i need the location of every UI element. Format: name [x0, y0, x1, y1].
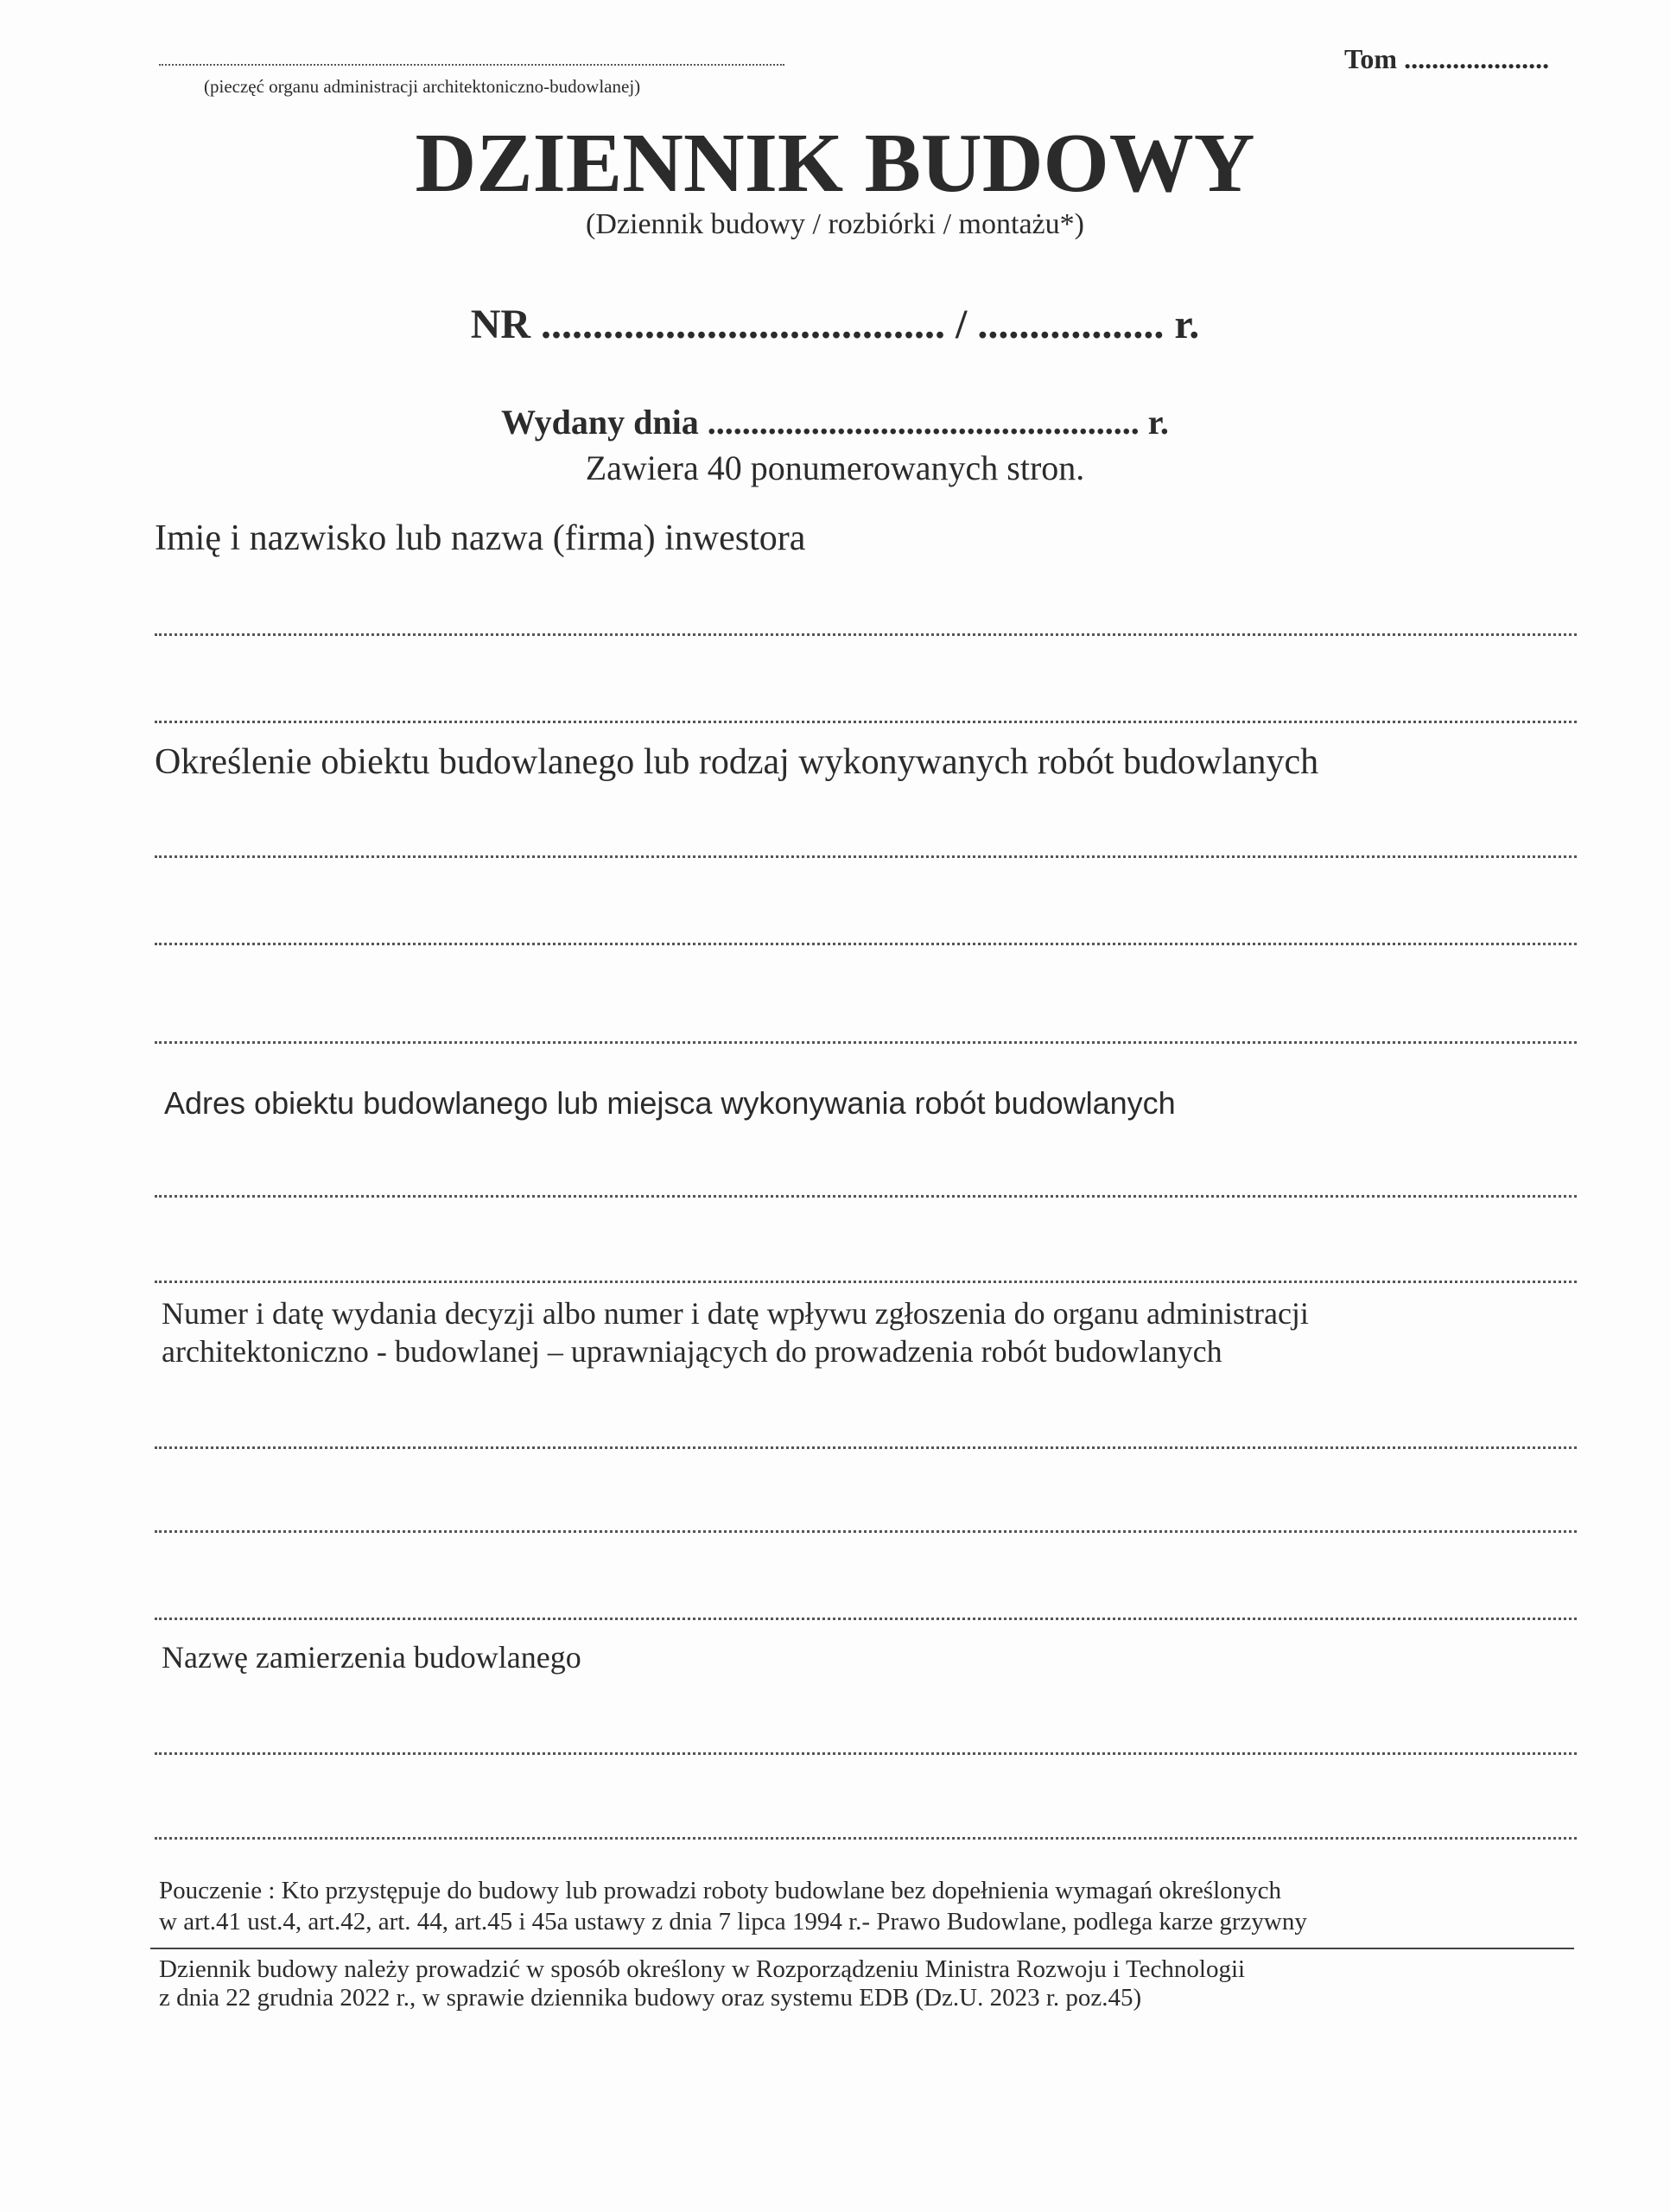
decision-line-2[interactable]: [155, 1530, 1577, 1533]
object-line-3[interactable]: [155, 1041, 1577, 1044]
issued-line: [0, 405, 1670, 440]
decision-line-1[interactable]: [155, 1446, 1577, 1449]
divider: [150, 1948, 1574, 1949]
tom-label: Tom .....................: [1344, 43, 1550, 74]
decision-label-2: architektoniczno - budowlanej – uprawniających do prowadzenia robót budowlanych: [162, 1334, 1222, 1369]
notice-line-1: Pouczenie : Kto przystępuje do budowy lub prowadzi roboty budowlane bez dopełnienia wymagań określonych: [159, 1877, 1282, 1904]
footer-line-2: z dnia 22 grudnia 2022 r., w sprawie dziennika budowy oraz systemu EDB (Dz.U. 2023 r. poz.45): [159, 1984, 1142, 2012]
stamp-caption: (pieczęć organu administracji architektoniczno-budowlanej): [204, 76, 641, 97]
page-title: DZIENNIK BUDOWY: [415, 117, 1255, 210]
notice-line-2: w art.41 ust.4, art.42, art. 44, art.45 i 45a ustawy z dnia 7 lipca 1994 r.- Prawo Budowlane, podlega karze grzywny: [159, 1908, 1307, 1936]
number-line: NR ....................................... / .................. r.: [470, 302, 1200, 347]
project-name-label: Nazwę zamierzenia budowlanego: [162, 1640, 581, 1675]
object-line-2[interactable]: [155, 943, 1577, 945]
project-name-line-2[interactable]: [155, 1837, 1577, 1840]
investor-label: Imię i nazwisko lub nazwa (firma) inwestora: [155, 518, 806, 558]
address-line-2[interactable]: [155, 1281, 1577, 1283]
decision-label-1: Numer i datę wydania decyzji albo numer i datę wpływu zgłoszenia do organu administracji: [162, 1296, 1309, 1331]
address-label: Adres obiektu budowlanego lub miejsca wykonywania robót budowlanych: [164, 1085, 1176, 1121]
address-line-1[interactable]: [155, 1195, 1577, 1198]
subtitle: (Dziennik budowy / rozbiórki / montażu*): [586, 208, 1084, 240]
stamp-line: [159, 64, 784, 66]
object-line-1[interactable]: [155, 855, 1577, 858]
footer-line-1: Dziennik budowy należy prowadzić w sposób określony w Rozporządzeniu Ministra Rozwoju i Technologii: [159, 1955, 1246, 1983]
pages-note: Zawiera 40 ponumerowanych stron.: [585, 448, 1085, 487]
issued-dots: .................................................. r.: [707, 403, 1169, 442]
project-name-line-1[interactable]: [155, 1752, 1577, 1755]
investor-line-1[interactable]: [155, 633, 1577, 636]
object-label: Określenie obiektu budowlanego lub rodzaj wykonywanych robót budowlanych: [155, 742, 1319, 782]
decision-line-3[interactable]: [155, 1618, 1577, 1620]
issued-label: Wydany dnia: [501, 403, 699, 442]
investor-line-2[interactable]: [155, 721, 1577, 723]
